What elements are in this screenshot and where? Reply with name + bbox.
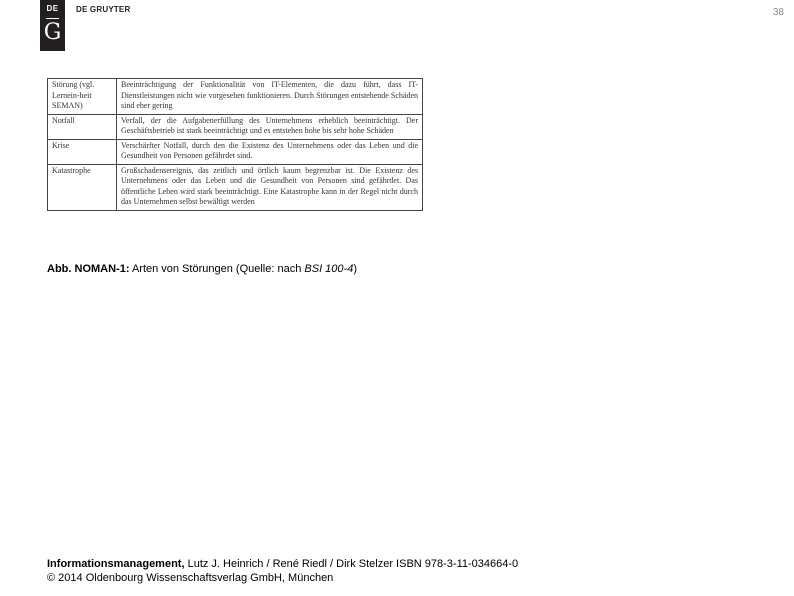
book-citation: Lutz J. Heinrich / René Riedl / Dirk Stelzer ISBN 978-3-11-034664-0	[184, 558, 519, 570]
footer-citation-line	[47, 557, 518, 571]
page-number: 38	[772, 7, 784, 18]
figure-caption	[47, 263, 357, 275]
publisher-name: DE GRUYTER	[76, 5, 131, 14]
caption-text: Arten von Störungen (Quelle: nach	[129, 263, 305, 275]
publisher-logo	[40, 0, 65, 51]
caption-label: Abb. NOMAN-1:	[47, 263, 130, 275]
table-row	[48, 79, 423, 115]
footer	[47, 557, 518, 585]
definition-cell: Großschadensereignis, das zeitlich und örtlich kaum begrenzbar ist. Die Existenz des Unternehmens oder das Leben und die Gesundheit von Personen sind gefährdet. Das öffentliche Leben wird stark beeinträchtigt. Eine Katastrophe kann in der Regel nicht durch das Unternehmen selbst bewältigt werden	[117, 164, 423, 210]
footer-copyright: © 2014 Oldenbourg Wissenschaftsverlag GmbH, München	[47, 572, 334, 584]
table-row	[48, 114, 423, 139]
term-cell: Katastrophe	[48, 164, 117, 210]
logo-bottom-text: G	[43, 20, 62, 45]
definition-cell: Beeinträchtigung der Funktionalität von IT-Elementen, die dazu führt, dass IT-Dienstleistungen nicht wie vorgesehen funktionieren. Durch Störungen entstehende Schäden sind eher gering	[117, 79, 423, 115]
table-row	[48, 139, 423, 164]
term-cell: Störung (vgl. Lernein-heit SEMAN)	[48, 79, 117, 115]
term-cell: Notfall	[48, 114, 117, 139]
book-title: Informationsmanagement,	[47, 558, 185, 570]
caption-end: )	[353, 263, 357, 275]
term-cell: Krise	[48, 139, 117, 164]
caption-source: BSI 100-4	[304, 263, 354, 275]
logo-top-text: DE	[46, 4, 59, 13]
disruption-types-table	[47, 78, 423, 211]
table-row	[48, 164, 423, 210]
definition-cell: Verfall, der die Aufgabenerfüllung des Unternehmens erheblich beeinträchtigt. Der Geschäftsbetrieb ist stark beeinträchtigt und es entstehen hohe bis sehr hohe Schäden	[117, 114, 423, 139]
logo-divider	[46, 18, 59, 19]
definition-cell: Verschärfter Notfall, durch den die Existenz des Unternehmens oder das Leben und die Gesundheit von Personen gefährdet sind.	[117, 139, 423, 164]
